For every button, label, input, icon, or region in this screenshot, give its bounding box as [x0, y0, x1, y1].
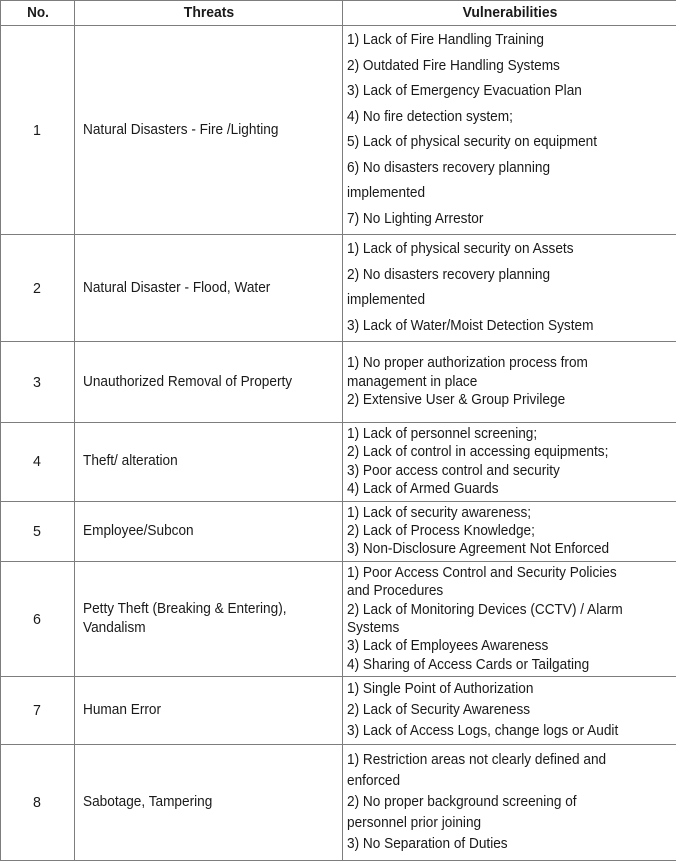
- threat-text: Employee/Subcon: [83, 522, 338, 541]
- threat-text: Theft/ alteration: [83, 452, 338, 471]
- threat-cell: [75, 745, 343, 861]
- table-row: [1, 235, 676, 342]
- threat-text: Petty Theft (Breaking & Entering), Vandalism: [83, 600, 338, 638]
- row-number-cell: [1, 235, 75, 342]
- table-body: [1, 26, 676, 861]
- table-row: [1, 501, 676, 561]
- row-number: 8: [33, 794, 41, 811]
- threat-cell: [75, 342, 343, 423]
- table-row: [1, 423, 676, 502]
- threat-cell: [75, 677, 343, 745]
- threat-cell: [75, 26, 343, 235]
- threat-cell: [75, 423, 343, 502]
- table-row: [1, 561, 676, 676]
- table-row: [1, 26, 676, 235]
- row-number: 1: [33, 122, 41, 139]
- threat-text: Unauthorized Removal of Property: [83, 373, 338, 392]
- column-header-no: No.: [3, 1, 72, 26]
- threat-text: Sabotage, Tampering: [83, 792, 338, 813]
- vulnerabilities-text: 1) Poor Access Control and Security Policies and Procedures 2) Lack of Monitoring Devices (CCTV) / Alarm Systems 3) Lack of Employees Awareness 4) Sharing of Access Cards or Tailgating: [347, 564, 674, 674]
- vulnerabilities-text: 1) Lack of personnel screening; 2) Lack of control in accessing equipments; 3) Poor access control and security 4) Lack of Armed Guards: [347, 425, 674, 499]
- header-row: [1, 1, 676, 26]
- row-number: 7: [33, 702, 41, 719]
- vulnerabilities-text: 1) Restriction areas not clearly defined and enforced 2) No proper background screening of personnel prior joining 3) No Separation of Duties: [347, 750, 674, 855]
- threat-cell: [75, 561, 343, 676]
- vulnerabilities-text: 1) No proper authorization process from management in place 2) Extensive User & Group Privilege: [347, 354, 674, 409]
- threat-cell: [75, 235, 343, 342]
- row-number: 6: [33, 611, 41, 628]
- table-row: [1, 745, 676, 861]
- vulnerabilities-text: 1) Lack of security awareness; 2) Lack of Process Knowledge; 3) Non-Disclosure Agreement Not Enforced: [347, 504, 674, 559]
- vulnerabilities-cell: [343, 235, 676, 342]
- row-number-cell: [1, 561, 75, 676]
- column-header-vulnerabilities: Vulnerabilities: [354, 1, 665, 26]
- column-header-threats: Threats: [84, 1, 333, 26]
- threat-text: Natural Disasters - Fire /Lighting: [83, 120, 338, 141]
- vulnerabilities-cell: [343, 745, 676, 861]
- vulnerabilities-cell: [343, 342, 676, 423]
- vulnerabilities-text: 1) Lack of Fire Handling Training 2) Outdated Fire Handling Systems 3) Lack of Emergency Evacuation Plan 4) No fire detection system; 5) Lack of physical security on equipment 6) No disasters recovery planning implemented 7) No Lighting Arrestor: [347, 28, 674, 232]
- threat-text: Natural Disaster - Flood, Water: [83, 278, 338, 299]
- vulnerabilities-cell: [343, 561, 676, 676]
- row-number: 2: [33, 280, 41, 297]
- table-row: [1, 677, 676, 745]
- row-number: 5: [33, 523, 41, 540]
- vulnerabilities-cell: [343, 26, 676, 235]
- table-row: [1, 342, 676, 423]
- row-number-cell: [1, 342, 75, 423]
- row-number-cell: [1, 677, 75, 745]
- vulnerabilities-cell: [343, 423, 676, 502]
- vulnerabilities-cell: [343, 677, 676, 745]
- row-number: 4: [33, 453, 41, 470]
- row-number-cell: [1, 423, 75, 502]
- table-header: [1, 1, 676, 26]
- threat-text: Human Error: [83, 700, 338, 721]
- vulnerabilities-text: 1) Single Point of Authorization 2) Lack of Security Awareness 3) Lack of Access Logs, change logs or Audit: [347, 679, 674, 742]
- row-number-cell: [1, 501, 75, 561]
- vulnerabilities-text: 1) Lack of physical security on Assets 2) No disasters recovery planning implemented 3) Lack of Water/Moist Detection System: [347, 237, 674, 339]
- vulnerabilities-cell: [343, 501, 676, 561]
- row-number-cell: [1, 745, 75, 861]
- row-number-cell: [1, 26, 75, 235]
- threat-cell: [75, 501, 343, 561]
- row-number: 3: [33, 374, 41, 391]
